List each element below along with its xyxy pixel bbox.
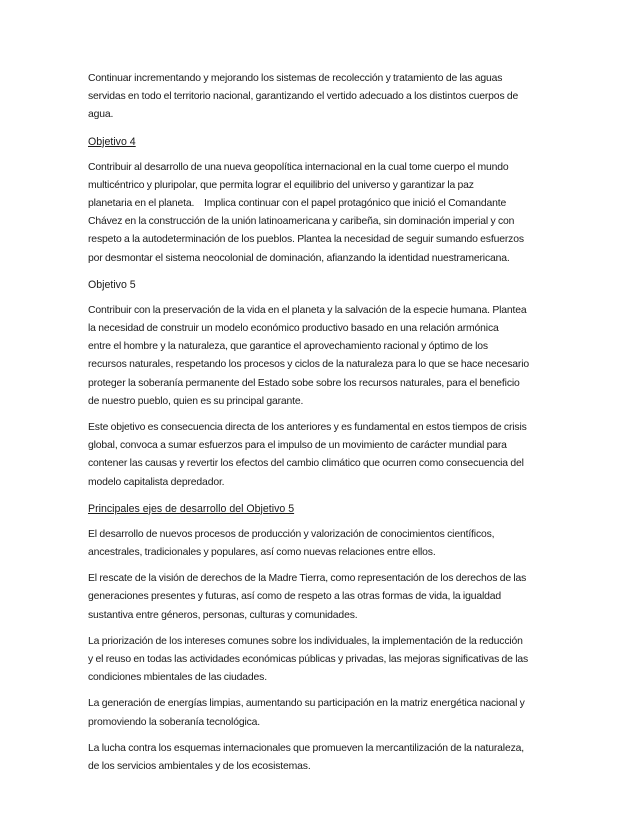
text-line: agua. xyxy=(88,109,114,121)
paragraph-objetivo-4 xyxy=(88,159,553,268)
text-line: sustantiva entre géneros, personas, culturas y comunidades. xyxy=(88,609,358,621)
text-line: condiciones mbientales de las ciudades. xyxy=(88,672,267,684)
paragraph-eje-mercantilizacion xyxy=(88,740,553,776)
text-line: Contribuir al desarrollo de una nueva geopolítica internacional en la cual tome cuerpo el mundo xyxy=(88,161,509,173)
paragraph-eje-conocimientos xyxy=(88,526,553,562)
text-line: modelo capitalista depredador. xyxy=(88,476,225,488)
text-line: de los servicios ambientales y de los ecosistemas. xyxy=(88,761,311,773)
text-line: Este objetivo es consecuencia directa de los anteriores y es fundamental en estos tiempos de crisis xyxy=(88,422,527,434)
heading-objetivo-5: Objetivo 5 xyxy=(88,278,136,291)
text-line: ancestrales, tradicionales y populares, así como nuevas relaciones entre ellos. xyxy=(88,547,436,559)
text-line: generaciones presentes y futuras, así como de respeto a las otras formas de vida, la igualdad xyxy=(88,591,502,603)
text-line: La generación de energías limpias, aumentando su participación en la matriz energética nacional y xyxy=(88,698,525,710)
paragraph-eje-energias-limpias xyxy=(88,695,553,731)
text-line: contener las causas y revertir los efectos del cambio climático que ocurren como consecuencia del xyxy=(88,458,524,470)
text-line: de nuestro pueblo, quien es su principal garante. xyxy=(88,395,304,407)
text-line: respeto a la autodeterminación de los pueblos. Plantea la necesidad de seguir sumando esfuerzos xyxy=(88,234,524,246)
paragraph-aguas xyxy=(88,70,553,125)
text-line: entre el hombre y la naturaleza, que garantice el aprovechamiento racional y óptimo de los xyxy=(88,341,488,353)
text-line: El desarrollo de nuevos procesos de producción y valorización de conocimientos científicos, xyxy=(88,528,495,540)
text-line: por desmontar el sistema neocolonial de dominación, afianzando la identidad nuestramericana. xyxy=(88,252,510,264)
text-line: La lucha contra los esquemas internacionales que promueven la mercantilización de la naturaleza, xyxy=(88,742,524,754)
text-line: promoviendo la soberanía tecnológica. xyxy=(88,716,261,728)
paragraph-eje-intereses-comunes xyxy=(88,633,553,688)
text-line: Contribuir con la preservación de la vida en el planeta y la salvación de la especie humana. Plantea xyxy=(88,304,527,316)
heading-principales-ejes: Principales ejes de desarrollo del Objetivo 5 xyxy=(88,502,295,515)
text-line: Chávez en la construcción de la unión latinoamericana y caribeña, sin dominación imperial y con xyxy=(88,216,515,228)
paragraph-consecuencia xyxy=(88,419,553,492)
text-line: planetaria en el planeta. Implica continuar con el papel protagónico que inició el Comandante xyxy=(88,198,507,210)
text-line: La priorización de los intereses comunes sobre los individuales, la implementación de la reducción xyxy=(88,635,523,647)
text-line: proteger la soberanía permanente del Estado sobe sobre los recursos naturales, para el beneficio xyxy=(88,377,520,389)
text-line: servidas en todo el territorio nacional, garantizando el vertido adecuado a los distintos cuerpos de xyxy=(88,91,519,103)
text-line: y el reuso en todas las actividades económicas públicas y privadas, las mejoras significativas de las xyxy=(88,654,529,666)
paragraph-objetivo-5 xyxy=(88,302,553,411)
heading-objetivo-4: Objetivo 4 xyxy=(88,135,136,148)
text-line: la necesidad de construir un modelo económico productivo basado en una relación armónica xyxy=(88,323,499,335)
text-line: recursos naturales, respetando los procesos y ciclos de la naturaleza para lo que se hace necesario xyxy=(88,359,529,371)
text-line: Continuar incrementando y mejorando los sistemas de recolección y tratamiento de las aguas xyxy=(88,73,503,84)
document-page xyxy=(88,70,553,784)
text-line: El rescate de la visión de derechos de la Madre Tierra, como representación de los derechos de las xyxy=(88,573,527,585)
text-line: global, convoca a sumar esfuerzos para el impulso de un movimiento de carácter mundial para xyxy=(88,440,507,452)
text-line: multicéntrico y pluripolar, que permita lograr el equilibrio del universo y garantizar la paz xyxy=(88,179,474,191)
paragraph-eje-madre-tierra xyxy=(88,570,553,625)
